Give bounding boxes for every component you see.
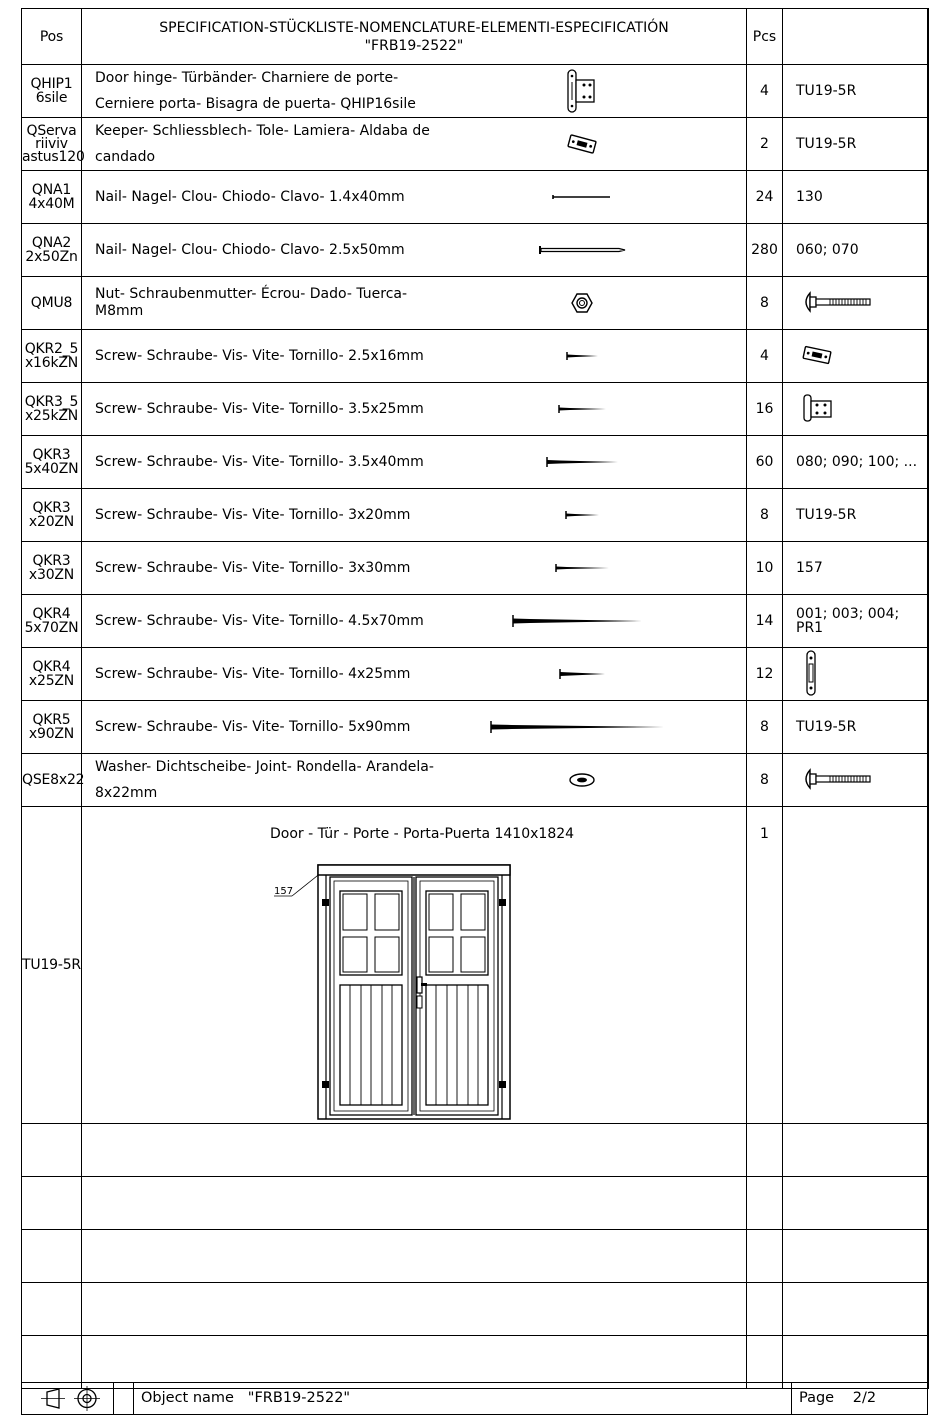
pos-cell <box>22 595 82 648</box>
keeper-drawing <box>796 344 834 369</box>
ref-cell: 080; 090; 100; ... <box>783 436 929 489</box>
item-description: Screw- Schraube- Vis- Vite- Tornillo- 5x90mm <box>95 718 411 735</box>
table-row <box>22 701 929 754</box>
pcs-cell: 12 <box>747 648 783 701</box>
pcs-cell: 8 <box>747 489 783 542</box>
table-row <box>22 330 929 383</box>
object-name-value: "FRB19-2522" <box>247 1390 351 1406</box>
object-name <box>141 1390 350 1406</box>
ref-cell <box>783 277 929 330</box>
page-label: Page <box>799 1390 835 1406</box>
pos-code: QKR3 <box>32 500 71 516</box>
desc-cell <box>82 489 747 542</box>
desc-cell <box>82 648 747 701</box>
item-description: Screw- Schraube- Vis- Vite- Tornillo- 3x30mm <box>95 559 411 576</box>
projection-symbol <box>21 1383 114 1414</box>
desc-cell <box>82 807 747 1124</box>
pos-code: astus120 <box>22 148 85 165</box>
object-name-label: Object name <box>141 1390 234 1406</box>
pos-code: QKR3 <box>32 553 71 569</box>
pos-code: 5x70ZN <box>24 620 79 636</box>
table-row <box>22 595 929 648</box>
pcs-cell: 16 <box>747 383 783 436</box>
callout-label: 157 <box>274 886 294 897</box>
table-header-row <box>22 9 929 65</box>
item-description: Nail- Nagel- Clou- Chiodo- Clavo- 2.5x50mm <box>95 242 405 258</box>
bolt-drawing <box>796 768 872 793</box>
ref-cell: 130 <box>783 171 929 224</box>
pos-cell <box>22 701 82 754</box>
item-description: Screw- Schraube- Vis- Vite- Tornillo- 3.5x40mm <box>95 453 424 470</box>
pos-cell <box>22 754 85 807</box>
double-door-drawing <box>270 863 520 1124</box>
table-row-door <box>22 807 929 1124</box>
pos-code: QMU8 <box>30 295 73 311</box>
pcs-cell: 14 <box>747 595 783 648</box>
title-block-divider <box>791 1383 793 1414</box>
pos-code: x16kZN <box>24 355 79 371</box>
pos-code: x20ZN <box>28 514 75 530</box>
bolt-drawing <box>796 291 872 316</box>
item-description: Screw- Schraube- Vis- Vite- Tornillo- 4.5x70mm <box>95 612 424 629</box>
screw-drawing <box>487 719 667 736</box>
title-block <box>21 1382 928 1415</box>
pos-code: x90ZN <box>28 726 75 742</box>
ref-cell: 060; 070 <box>783 224 929 277</box>
empty-row <box>22 1230 929 1283</box>
ref-cell <box>783 648 929 701</box>
title-cell <box>82 9 747 65</box>
desc-cell <box>82 171 747 224</box>
ref-column-header <box>783 9 929 65</box>
nail-drawing <box>512 184 652 210</box>
screw-drawing <box>527 560 637 577</box>
pos-code: x25ZN <box>28 673 75 689</box>
table-row <box>22 171 929 224</box>
pos-cell <box>22 648 82 701</box>
pos-code: QKR3_5 <box>24 394 79 410</box>
pos-code: QKR3 <box>32 447 71 463</box>
page-number <box>799 1390 876 1406</box>
nut-drawing <box>542 286 622 320</box>
pos-code: QHIP1 <box>30 76 73 92</box>
ref-cell: 001; 003; 004; PR1 <box>783 595 929 648</box>
pos-cell <box>22 436 82 489</box>
table-row <box>22 542 929 595</box>
pcs-cell: 1 <box>747 807 783 1124</box>
pos-cell <box>22 330 82 383</box>
screw-drawing <box>542 507 622 524</box>
table-row <box>22 383 929 436</box>
nail-drawing <box>502 237 662 263</box>
pos-code: QKR4 <box>32 606 71 622</box>
pcs-cell: 10 <box>747 542 783 595</box>
pos-cell <box>22 65 82 118</box>
pcs-cell: 8 <box>747 754 783 807</box>
item-description: Screw- Schraube- Vis- Vite- Tornillo- 4x25mm <box>95 665 411 682</box>
pos-code: 2x50Zn <box>25 249 78 265</box>
item-description: Nail- Nagel- Clou- Chiodo- Clavo- 1.4x40mm <box>95 189 405 205</box>
ref-cell: TU19-5R <box>783 65 929 118</box>
pcs-cell: 4 <box>747 330 783 383</box>
table-row <box>22 489 929 542</box>
pos-code: x25kZN <box>24 408 79 424</box>
item-description: Nut- Schraubenmutter- Écrou- Dado- Tuerca- M8mm <box>95 286 408 319</box>
pos-code: QKR2_5 <box>24 341 79 357</box>
table-row <box>22 277 929 330</box>
table-row <box>22 436 929 489</box>
pcs-cell: 60 <box>747 436 783 489</box>
item-description: Screw- Schraube- Vis- Vite- Tornillo- 2.5x16mm <box>95 347 424 364</box>
pos-cell <box>22 171 82 224</box>
item-description: Screw- Schraube- Vis- Vite- Tornillo- 3.5x25mm <box>95 400 424 417</box>
ref-cell <box>783 383 929 436</box>
empty-row <box>22 1124 929 1177</box>
ref-cell: TU19-5R <box>783 489 929 542</box>
door-handle-drawing <box>796 650 818 699</box>
pos-cell <box>22 489 82 542</box>
pcs-cell: 24 <box>747 171 783 224</box>
pos-code: QKR4 <box>32 659 71 675</box>
ref-cell: 157 <box>783 542 929 595</box>
table-row <box>22 754 929 807</box>
pos-code: 4x40M <box>28 196 75 212</box>
washer-drawing <box>542 754 622 806</box>
ref-cell <box>783 330 929 383</box>
desc-cell <box>82 436 747 489</box>
pcs-cell: 4 <box>747 65 783 118</box>
item-description: Keeper- Schliessblech- Tole- Lamiera- Aldaba de candado <box>95 123 430 165</box>
table-row <box>22 648 929 701</box>
ref-cell <box>783 807 929 1124</box>
pcs-column-header: Pcs <box>747 9 783 65</box>
pos-code: x30ZN <box>28 567 75 583</box>
table-row <box>22 224 929 277</box>
pos-code: riiviv <box>35 135 68 152</box>
pcs-cell: 8 <box>747 277 783 330</box>
empty-row <box>22 1177 929 1230</box>
desc-cell <box>82 330 747 383</box>
pos-cell <box>22 224 82 277</box>
desc-cell <box>82 383 747 436</box>
item-description: Door - Tür - Porte - Porta-Puerta 1410x1824 <box>270 826 575 842</box>
screw-drawing <box>497 613 657 630</box>
desc-cell <box>82 595 747 648</box>
ref-cell <box>783 754 929 807</box>
pos-code: QNA2 <box>31 235 72 251</box>
desc-cell <box>82 277 747 330</box>
keeper-drawing <box>542 118 622 170</box>
desc-cell <box>82 118 747 171</box>
empty-row <box>22 1283 929 1336</box>
pos-cell <box>22 277 82 330</box>
ref-cell: TU19-5R <box>783 701 929 754</box>
pos-code: QKR5 <box>32 712 71 728</box>
title-block-spacer <box>113 1383 134 1414</box>
pos-code: 6sile <box>35 90 68 106</box>
pos-cell <box>22 542 82 595</box>
desc-cell <box>82 224 747 277</box>
pos-code: 5x40ZN <box>24 461 79 477</box>
item-description: Door hinge- Türbänder- Charniere de porte- Cerniere porta- Bisagra de puerta- QHIP16sile <box>95 70 416 112</box>
pos-code: QNA1 <box>31 182 72 198</box>
screw-drawing <box>532 401 632 418</box>
pcs-cell: 280 <box>747 224 783 277</box>
pcs-cell: 8 <box>747 701 783 754</box>
screw-drawing <box>522 454 642 471</box>
document-subtitle: "FRB19-2522" <box>364 37 464 54</box>
hinge-drawing <box>542 65 622 117</box>
item-description: Screw- Schraube- Vis- Vite- Tornillo- 3x20mm <box>95 506 411 523</box>
pos-code: QSE8x22 <box>22 772 85 788</box>
pos-cell <box>22 383 82 436</box>
document-title: SPECIFICATION-STÜCKLISTE-NOMENCLATURE-ELEMENTI-ESPECIFICATIÓN <box>159 19 669 36</box>
pos-code: QServa <box>26 122 77 139</box>
item-description: Washer- Dichtscheibe- Joint- Rondella- Arandela- 8x22mm <box>95 759 434 801</box>
pcs-cell: 2 <box>747 118 783 171</box>
pos-cell <box>22 118 85 171</box>
desc-cell <box>82 542 747 595</box>
table-row <box>22 65 929 118</box>
page-value: 2/2 <box>852 1390 877 1406</box>
screw-drawing <box>532 666 632 683</box>
specification-table <box>21 8 929 1389</box>
pos-cell: TU19-5R <box>22 807 82 1124</box>
pos-column-header: Pos <box>22 9 82 65</box>
empty-row <box>22 1336 929 1389</box>
screw-drawing <box>542 348 622 365</box>
desc-cell <box>82 65 747 118</box>
desc-cell <box>82 701 747 754</box>
hinge-drawing <box>796 394 836 425</box>
desc-cell <box>82 754 747 807</box>
table-row <box>22 118 929 171</box>
ref-cell: TU19-5R <box>783 118 929 171</box>
